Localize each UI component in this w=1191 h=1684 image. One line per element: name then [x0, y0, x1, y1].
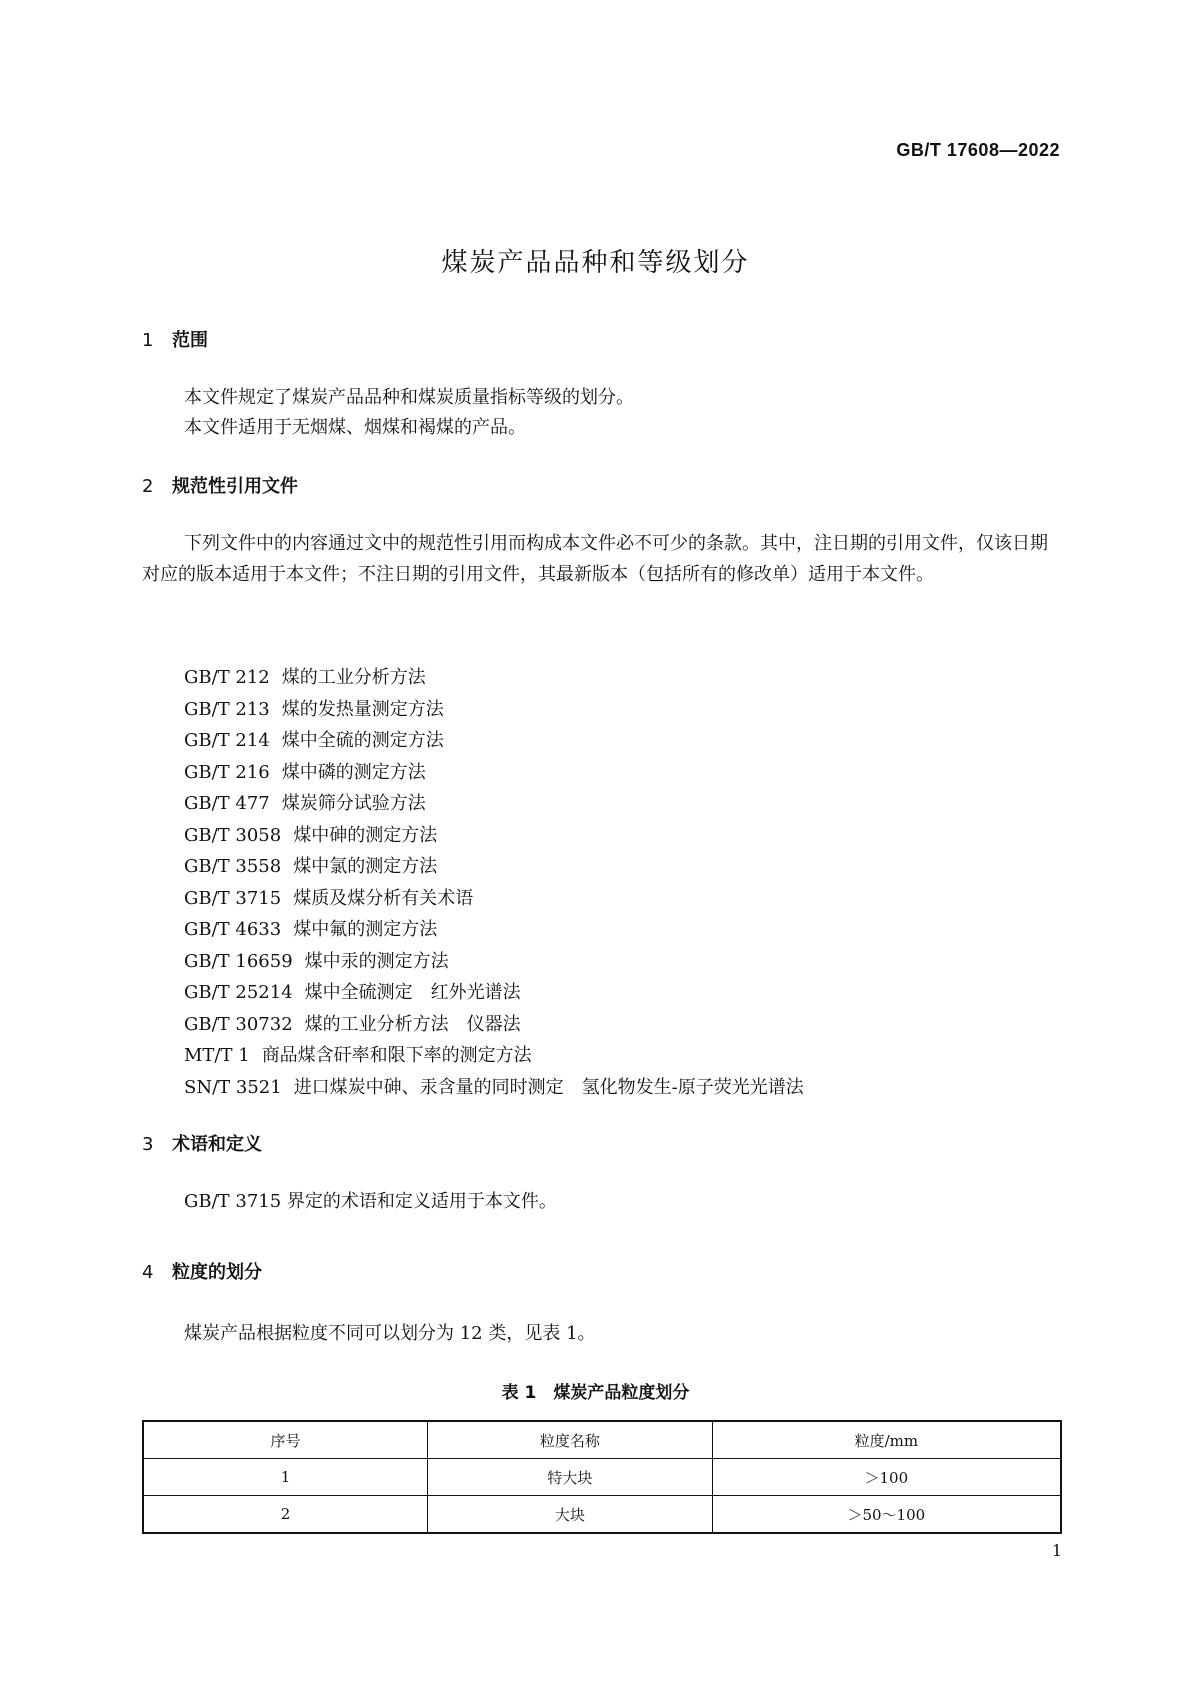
reference-item — [184, 820, 804, 852]
section-3-para: GB/T 3715 界定的术语和定义适用于本文件。 — [184, 1191, 557, 1212]
section-number: 2 — [142, 476, 154, 497]
reference-item — [184, 914, 804, 946]
table-row — [143, 1459, 1061, 1496]
reference-code: GB/T 4633 — [184, 919, 282, 940]
section-number: 4 — [142, 1262, 154, 1283]
reference-name: 煤炭筛分试验方法 — [281, 793, 426, 814]
reference-name: 煤中磷的测定方法 — [281, 761, 426, 783]
reference-name: 煤中氟的测定方法 — [293, 919, 438, 940]
reference-code: GB/T 213 — [184, 698, 270, 720]
reference-name: 煤质及煤分析有关术语 — [293, 887, 474, 909]
table-title: 表 1 煤炭产品粒度划分 — [501, 1383, 690, 1403]
reference-code: GB/T 214 — [184, 730, 270, 751]
section-number: 1 — [142, 330, 154, 351]
section-2-heading — [142, 472, 298, 498]
table-cell: ＞100 — [712, 1459, 1061, 1496]
section-4-para: 煤炭产品根据粒度不同可以划分为 12 类，见表 1。 — [184, 1323, 596, 1344]
section-1-para-2: 本文件适用于无烟煤、烟煤和褐煤的产品。 — [184, 417, 526, 438]
reference-list — [184, 662, 804, 1103]
reference-item — [184, 725, 804, 757]
section-number: 3 — [142, 1134, 154, 1155]
particle-size-table — [142, 1420, 1062, 1534]
reference-name: 进口煤炭中砷、汞含量的同时测定 氢化物发生-原子荧光光谱法 — [293, 1076, 804, 1098]
table-header-cell: 粒度名称 — [428, 1421, 713, 1459]
reference-item — [184, 883, 804, 915]
section-4-heading — [142, 1258, 262, 1284]
section-title: 粒度的划分 — [172, 1262, 262, 1283]
document-code: GB/T 17608—2022 — [896, 140, 1060, 160]
reference-code: GB/T 25214 — [184, 982, 293, 1003]
document-title: 煤炭产品品种和等级划分 — [441, 248, 750, 278]
reference-item — [184, 1072, 804, 1104]
reference-code: GB/T 16659 — [184, 950, 293, 972]
reference-item — [184, 851, 804, 883]
reference-item — [184, 1009, 804, 1041]
reference-name: 煤中汞的测定方法 — [304, 950, 449, 972]
reference-code: SN/T 3521 — [184, 1076, 282, 1098]
reference-item — [184, 662, 804, 694]
page-number: 1 — [1051, 1541, 1062, 1560]
reference-item — [184, 946, 804, 978]
table-cell: 2 — [143, 1496, 428, 1534]
reference-code: GB/T 30732 — [184, 1013, 293, 1035]
reference-name: 煤的工业分析方法 — [281, 667, 426, 688]
reference-name: 煤中氯的测定方法 — [293, 856, 438, 877]
reference-item — [184, 1040, 804, 1072]
reference-name: 煤中全硫测定 红外光谱法 — [304, 982, 521, 1003]
section-1-para-1: 本文件规定了煤炭产品品种和煤炭质量指标等级的划分。 — [184, 387, 634, 408]
reference-code: GB/T 212 — [184, 667, 270, 688]
section-3-heading — [142, 1130, 262, 1156]
reference-name: 煤的发热量测定方法 — [281, 698, 444, 720]
table-cell: 1 — [143, 1459, 428, 1496]
reference-name: 煤中砷的测定方法 — [293, 824, 438, 846]
reference-item — [184, 977, 804, 1009]
table-header-cell: 粒度/mm — [712, 1421, 1061, 1459]
table-header-cell: 序号 — [143, 1421, 428, 1459]
reference-name: 商品煤含矸率和限下率的测定方法 — [261, 1045, 532, 1066]
table-cell: 大块 — [428, 1496, 713, 1534]
reference-name: 煤的工业分析方法 仪器法 — [304, 1013, 521, 1035]
reference-name: 煤中全硫的测定方法 — [281, 730, 444, 751]
table-cell: 特大块 — [428, 1459, 713, 1496]
table-header-row — [143, 1421, 1061, 1459]
reference-code: GB/T 3715 — [184, 887, 282, 909]
section-1-heading — [142, 326, 208, 352]
reference-item — [184, 757, 804, 789]
table-cell: ＞50～100 — [712, 1496, 1061, 1534]
reference-code: MT/T 1 — [184, 1045, 250, 1066]
table-row — [143, 1496, 1061, 1534]
section-2-intro: 下列文件中的内容通过文中的规范性引用而构成本文件必不可少的条款。其中，注日期的引用文件，仅该日期对应的版本适用于本文件；不注日期的引用文件，其最新版本（包括所有的修改单）适用于本文件。 — [142, 533, 1048, 585]
reference-item — [184, 788, 804, 820]
section-title: 术语和定义 — [172, 1134, 262, 1155]
reference-code: GB/T 3058 — [184, 824, 282, 846]
section-title: 范围 — [172, 330, 208, 351]
reference-code: GB/T 477 — [184, 793, 270, 814]
reference-item — [184, 694, 804, 726]
section-title: 规范性引用文件 — [172, 476, 298, 497]
reference-code: GB/T 3558 — [184, 856, 282, 877]
reference-code: GB/T 216 — [184, 761, 270, 783]
